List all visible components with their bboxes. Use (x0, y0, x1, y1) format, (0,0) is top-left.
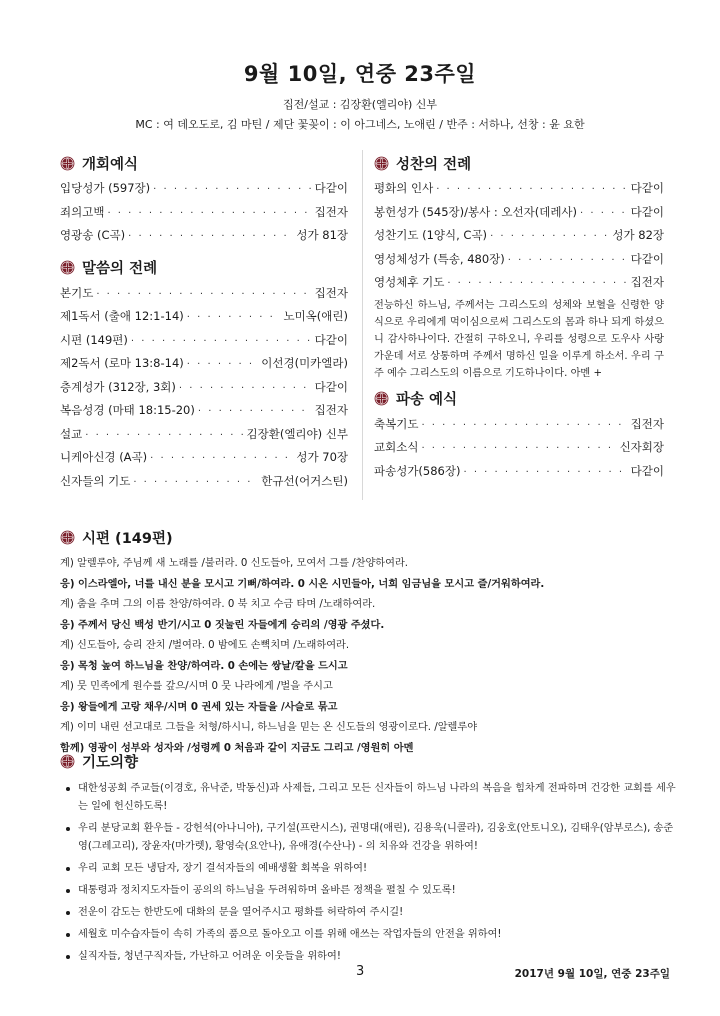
order-row (374, 204, 664, 228)
order-item-label: 층계성가 (312장, 3회) (60, 379, 176, 394)
dot-leader (179, 383, 312, 394)
section-title: 성찬의 전례 (396, 156, 472, 173)
dot-leader (463, 467, 627, 478)
intention-item: 전운이 감도는 한반도에 대화의 문을 열어주시고 평화를 허락하여 주시길! (60, 904, 680, 922)
order-row (60, 449, 348, 473)
cross-medallion-icon (60, 260, 82, 275)
order-item-value: 다같이 (630, 181, 664, 195)
dot-leader (85, 430, 243, 441)
psalm-verse: 응) 목청 높여 하느님을 찬양/하여라. 0 손에는 쌍날/칼을 드시고 (60, 660, 348, 672)
order-row (60, 426, 348, 450)
order-item-label: 영성체후 기도 (374, 275, 445, 289)
section-title: 말씀의 전례 (82, 261, 158, 277)
order-item-value: 노미옥(애린) (283, 309, 348, 323)
order-row (60, 379, 348, 403)
dot-leader (150, 453, 293, 464)
order-row (60, 355, 348, 379)
order-row (374, 251, 664, 275)
right-column (374, 146, 664, 486)
order-item-label: 봉헌성가 (545장)/봉사 : 오선자(데레사) (374, 204, 578, 219)
cross-medallion-icon (60, 530, 82, 545)
intention-item: 대한성공회 주교들(이경호, 유낙준, 박동신)과 사제들, 그리고 모든 신자들이 하느님 나라의 복음을 힘차게 전파하며 건강한 교회를 세우는 일에 헌신하도록! (60, 780, 680, 816)
intention-item: 대통령과 정치지도자들이 공의의 하느님을 두려워하며 올바른 정책을 펼칠 수 있도록! (60, 882, 680, 900)
order-item-label: 교회소식 (374, 440, 419, 454)
order-item-value: 성가 82장 (612, 228, 664, 242)
post-communion-prayer: 전능하신 하느님, 주께서는 그리스도의 성체와 보혈을 신령한 양식으로 우리에게 먹이심으로써 그리스도의 몸과 하나 되게 하셨으니 감사하나이다. 간절히 구하오니, 우리를 성령으로 도우사 사랑 가운데 서로 상통하며 주께서 명하신 일을 이루게 하소서. 우리 구주 예수 그리스도의 이름으로 기도하나이다. 아멘 + (374, 299, 664, 379)
intention-item: 우리 교회 모든 냉담자, 장기 결석자들의 예배생활 회복을 위하여! (60, 860, 680, 878)
section-title: 개회예식 (82, 156, 139, 173)
intentions-list (60, 780, 680, 966)
order-item-value: 다같이 (314, 332, 348, 347)
section-heading (60, 524, 670, 550)
order-item-value: 집전자 (630, 275, 664, 289)
psalm-heading: 시편 (149편) (82, 530, 173, 547)
order-row (60, 308, 348, 332)
section-heading (60, 150, 348, 176)
dot-leader (198, 406, 312, 417)
order-item-label: 니케아신경 (A곡) (60, 450, 148, 464)
order-item-value: 집전자 (630, 416, 664, 431)
order-item-value: 다같이 (630, 251, 664, 266)
left-column (60, 146, 348, 496)
order-item-label: 축복기도 (374, 416, 419, 431)
order-item-value: 이선경(미카엘라) (261, 356, 348, 370)
order-item-value: 성가 70장 (296, 450, 348, 464)
order-row (374, 416, 664, 440)
psalm-verse: 계) 알렐루야, 주님께 새 노래를 /불러라. 0 신도들아, 모여서 그를 /찬양하여라. (60, 558, 409, 569)
order-item-label: 복음성경 (마태 18:15-20) (60, 403, 195, 417)
column-divider (362, 150, 363, 500)
dot-leader (96, 289, 311, 300)
order-row (60, 332, 348, 356)
dot-leader (421, 420, 627, 431)
cross-medallion-icon (374, 391, 396, 406)
order-row (374, 227, 664, 251)
section-title: 파송 예식 (396, 392, 458, 408)
dot-leader (133, 477, 258, 488)
cross-medallion-icon (374, 156, 396, 171)
order-row (60, 227, 348, 251)
dot-leader (153, 184, 312, 195)
order-item-value: 한규선(어거스틴) (261, 473, 348, 488)
psalm-verse: 계) 춤을 추며 그의 이름 찬양/하여라. 0 북 치고 수금 타며 /노래하여라. (60, 599, 376, 610)
order-item-value: 집전자 (314, 403, 348, 417)
order-item-value: 성가 81장 (296, 228, 348, 242)
order-item-value: 다같이 (314, 379, 348, 394)
footer-date: 2017년 9월 10일, 연중 23주일 (514, 968, 670, 980)
psalm-verse: 계) 신도들아, 승리 잔치 /벌여라. 0 밤에도 손뼉치며 /노래하여라. (60, 640, 350, 651)
dot-leader (490, 231, 609, 242)
psalm-verse: 계) 뭇 민족에게 원수를 갚으/시며 0 뭇 나라에게 /벌을 주시고 (60, 681, 333, 692)
dot-leader (436, 184, 627, 195)
psalm-lines (60, 554, 670, 759)
dot-leader (580, 208, 628, 219)
dot-leader (508, 255, 628, 266)
order-item-label: 평화의 인사 (374, 181, 434, 195)
psalm-verse: 함께) 영광이 성부와 성자와 /성령께 0 처음과 같이 지금도 그리고 /영원히 아멘 (60, 742, 414, 754)
cross-medallion-icon (60, 754, 82, 769)
psalm-verse: 응) 이스라엘아, 너를 내신 분을 모시고 기뻐/하여라. 0 시온 시민들아, 너희 임금님을 모시고 즐/거워하여라. (60, 578, 545, 590)
dot-leader (447, 278, 627, 289)
staff-credits: MC : 여 데오도로, 김 마틴 / 제단 꽃꽂이 : 이 아그네스, 노애린 / 반주 : 서하나, 선창 : 윤 요한 (135, 118, 585, 131)
order-item-value: 집전자 (314, 285, 348, 300)
order-item-label: 영성체성가 (특송, 480장) (374, 251, 505, 266)
psalm-verse: 계) 이미 내린 선고대로 그들을 처형/하시니, 하느님을 믿는 온 신도들의 영광이로다. /알렐루야 (60, 722, 478, 733)
intentions-heading: 기도의향 (82, 754, 139, 771)
intentions-section (60, 744, 680, 970)
order-item-label: 영광송 (C곡) (60, 228, 126, 242)
order-row (60, 402, 348, 426)
order-item-value: 다같이 (630, 204, 664, 219)
order-item-label: 제1독서 (출애 12:1-14) (60, 309, 184, 323)
section-heading (374, 150, 664, 176)
dot-leader (107, 208, 311, 219)
order-row (60, 180, 348, 204)
dot-leader (187, 359, 258, 370)
order-item-value: 집전자 (314, 204, 348, 219)
psalm-verse: 응) 왕들에게 고랑 채우/시며 0 권세 있는 자들을 /사슬로 묶고 (60, 701, 338, 713)
dot-leader (128, 231, 293, 242)
dot-leader (187, 312, 281, 323)
order-item-label: 파송성가(586장) (374, 463, 461, 478)
order-row (60, 285, 348, 309)
intention-item: 세월호 미수습자들이 속히 가족의 품으로 돌아오고 이를 위해 애쓰는 작업자들의 안전을 위하여! (60, 926, 680, 944)
order-item-label: 성찬기도 (1양식, C곡) (374, 228, 488, 242)
dot-leader (421, 443, 616, 454)
section-heading (60, 255, 348, 281)
section-heading (60, 748, 680, 774)
page-title: 9월 10일, 연중 23주일 (243, 62, 477, 86)
order-row (374, 274, 664, 298)
order-item-label: 제2독서 (로마 13:8-14) (60, 356, 184, 370)
order-item-label: 시편 (149편) (60, 332, 128, 347)
order-row (60, 473, 348, 497)
order-item-label: 신자들의 기도 (60, 473, 131, 488)
order-item-label: 본기도 (60, 285, 94, 300)
order-row (60, 204, 348, 228)
psalm-section (60, 520, 670, 759)
officiant-credits: 집전/설교 : 김장환(엘리야) 신부 (283, 98, 437, 111)
section-heading (374, 386, 664, 412)
order-item-value: 다같이 (314, 181, 348, 195)
cross-medallion-icon (60, 156, 82, 171)
order-item-value: 신자회장 (619, 440, 664, 454)
order-item-value: 다같이 (630, 463, 664, 478)
dot-leader (131, 336, 312, 347)
intention-item: 우리 분당교회 환우들 - 강헌석(아나니아), 구기설(프란시스), 권명대(애린), 김용욱(니콜라), 김웅호(안토니오), 김태우(암부로스), 송준영(그레고리), 장윤자(마가렛), 황영숙(요안나), 유애경(수산나) - 의 치유와 건강을 위하여! (60, 820, 680, 856)
order-row (374, 439, 664, 463)
order-row (374, 463, 664, 487)
order-item-label: 설교 (60, 426, 83, 441)
order-item-label: 죄의고백 (60, 204, 105, 219)
order-item-label: 입당성가 (597장) (60, 181, 151, 195)
intention-item: 실직자들, 청년구직자들, 가난하고 어려운 이웃들을 위하여! (60, 948, 680, 966)
psalm-verse: 응) 주께서 당신 백성 반기/시고 0 짓눌린 자들에게 승리의 /영광 주셨다. (60, 619, 385, 631)
page-number: 3 (356, 964, 365, 979)
order-row (374, 180, 664, 204)
order-item-value: 김장환(엘리야) 신부 (246, 426, 348, 441)
